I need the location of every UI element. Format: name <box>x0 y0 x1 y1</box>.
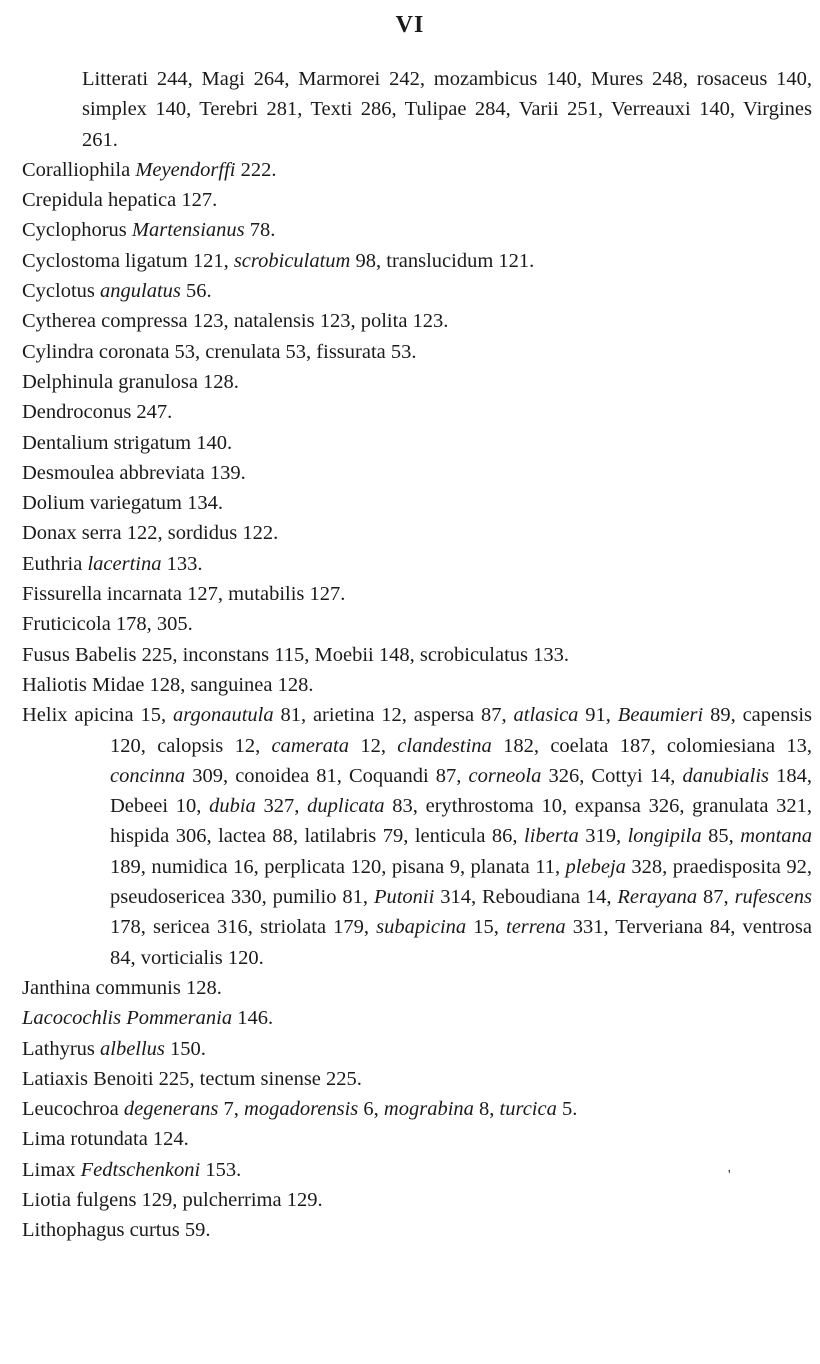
index-entry <box>22 215 812 245</box>
italic-taxon: danubialis <box>682 764 770 787</box>
italic-taxon: camerata <box>271 734 349 757</box>
italic-taxon: plebeja <box>565 855 626 878</box>
index-entry <box>22 1124 812 1154</box>
entry-text: Haliotis Midae 128, sanguinea 128. <box>22 673 314 696</box>
italic-taxon: Fedtschenkoni <box>80 1158 201 1181</box>
italic-taxon: rufescens <box>734 886 812 909</box>
entry-text: 184, Debeei 10, <box>110 764 813 818</box>
entry-text: 153. <box>200 1158 242 1181</box>
index-entry <box>22 1064 812 1094</box>
entry-text: Cytherea compressa 123, natalensis 123, polita 123. <box>22 310 449 333</box>
entry-text: 222. <box>235 158 277 181</box>
index-entry <box>22 579 812 609</box>
entry-text: Lithophagus curtus 59. <box>22 1219 211 1242</box>
entry-text: 12, <box>348 734 398 757</box>
entry-text: 87, <box>697 886 735 909</box>
italic-taxon: atlasica <box>513 704 579 727</box>
entry-text: Latiaxis Benoiti 225, tectum sinense 225. <box>22 1067 362 1090</box>
italic-taxon: terrena <box>506 916 566 939</box>
entry-text: 7, <box>218 1098 245 1121</box>
italic-taxon: Rerayana <box>617 886 698 909</box>
entry-text: 15, <box>466 916 507 939</box>
index-entry <box>22 246 812 276</box>
entry-text: Helix apicina 15, <box>22 704 173 727</box>
index-entry <box>22 276 812 306</box>
entry-text: 83, erythrostoma 10, expansa 326, granulata 321, hispida 306, lactea 88, latilabris 79, lenticula 86, <box>110 795 813 848</box>
entry-text: Leucochroa <box>22 1098 124 1121</box>
entry-text: 309, conoidea 81, Coquandi 87, <box>185 764 469 787</box>
italic-taxon: degenerans <box>123 1098 219 1121</box>
index-entry <box>22 973 812 1003</box>
entry-text: Delphinula granulosa 128. <box>22 370 239 393</box>
index-entry <box>22 1003 812 1033</box>
entry-text: 81, arietina 12, aspersa 87, <box>273 704 514 727</box>
italic-taxon: angulatus <box>100 280 181 303</box>
italic-taxon: Meyendorffi <box>135 158 236 181</box>
entry-text: Lathyrus <box>22 1037 100 1060</box>
entry-text: 8, <box>473 1098 500 1121</box>
entry-text: 146. <box>232 1007 274 1030</box>
italic-taxon: duplicata <box>307 795 385 818</box>
index-entry <box>22 306 812 336</box>
italic-taxon: Beaumieri <box>617 704 704 727</box>
entry-text: 5. <box>556 1098 578 1121</box>
entry-text: Cyclophorus <box>22 219 132 242</box>
entry-text: 314, Reboudiana 14, <box>434 886 618 909</box>
entry-text: Dendroconus 247. <box>22 401 173 424</box>
italic-taxon: Putonii <box>373 886 435 909</box>
entry-text: 319, <box>578 825 628 848</box>
index-entry <box>22 1215 812 1245</box>
entry-text: 178, sericea 316, striolata 179, <box>110 916 377 939</box>
entry-text: 331, Terveriana 84, ventrosa 84, vorticialis 120. <box>110 916 813 969</box>
index-entry <box>22 549 812 579</box>
entry-text: 56. <box>180 280 212 303</box>
entry-text: Litterati 244, Magi 264, Marmorei 242, mozambicus 140, Mures 248, rosaceus 140, simplex 140, Terebri 281, Texti 286, Tulipae 284, Varii 251, Verreauxi 140, Virgines 261. <box>82 68 812 151</box>
entry-text: Lima rotundata 124. <box>22 1128 189 1151</box>
italic-taxon: dubia <box>209 795 256 818</box>
entry-text: Fissurella incarnata 127, mutabilis 127. <box>22 583 346 606</box>
entry-text: 182, coelata 187, colomiesiana 13, <box>491 734 813 757</box>
index-entry <box>22 700 812 973</box>
index-entry <box>22 488 812 518</box>
entry-text: Dolium variegatum 134. <box>22 492 223 515</box>
italic-taxon: lacertina <box>87 552 162 575</box>
italic-taxon: mograbina <box>383 1098 474 1121</box>
index-entry <box>22 397 812 427</box>
index-entry <box>22 155 812 185</box>
italic-taxon: mogadorensis <box>244 1098 359 1121</box>
entry-text: 6, <box>358 1098 384 1121</box>
entry-text: 98, translucidum 121. <box>350 249 535 272</box>
italic-taxon: argonautula <box>172 704 274 727</box>
italic-taxon: montana <box>740 825 813 848</box>
entry-text: Cyclotus <box>22 280 101 303</box>
index-entry <box>22 1094 812 1124</box>
entry-text: 327, <box>255 795 308 818</box>
entry-text: Cyclostoma ligatum 121, <box>22 249 234 272</box>
italic-taxon: scrobiculatum <box>233 249 351 272</box>
index-entry <box>22 367 812 397</box>
index-entry <box>22 337 812 367</box>
index-entry <box>22 640 812 670</box>
italic-taxon: longipila <box>627 825 702 848</box>
entry-text: 150. <box>164 1037 206 1060</box>
index-entry <box>22 1034 812 1064</box>
index-entry <box>22 64 812 155</box>
index-list <box>22 64 812 1246</box>
italic-taxon: turcica <box>499 1098 557 1121</box>
entry-text: Euthria <box>22 552 88 575</box>
index-entry <box>22 1185 812 1215</box>
italic-taxon: albellus <box>100 1037 165 1060</box>
entry-text: Dentalium strigatum 140. <box>22 431 233 454</box>
italic-taxon: corneola <box>468 764 542 787</box>
page-number: VI <box>395 12 425 38</box>
entry-text: 326, Cottyi 14, <box>541 764 683 787</box>
entry-text: 91, <box>578 704 618 727</box>
entry-text: 133. <box>161 552 203 575</box>
italic-taxon: subapicina <box>376 916 467 939</box>
index-entry <box>22 428 812 458</box>
entry-text: Donax serra 122, sordidus 122. <box>22 522 279 545</box>
entry-text: Janthina communis 128. <box>22 976 222 999</box>
index-entry <box>22 670 812 700</box>
entry-text: 85, <box>701 825 741 848</box>
italic-taxon: concinna <box>110 764 186 787</box>
entry-text: Coralliophila <box>22 158 136 181</box>
entry-text: 328, praedisposita 92, pseudosericea 330, pumilio 81, <box>110 855 812 909</box>
index-entry <box>22 458 812 488</box>
index-entry <box>22 1155 812 1185</box>
entry-text: Liotia fulgens 129, pulcherrima 129. <box>22 1188 323 1211</box>
index-entry <box>22 185 812 215</box>
italic-taxon: Lacocochlis Pommerania <box>22 1007 233 1030</box>
entry-text: Limax <box>22 1158 81 1181</box>
italic-taxon: liberta <box>524 825 579 848</box>
entry-text: 78. <box>244 219 276 242</box>
entry-text: Desmoulea abbreviata 139. <box>22 461 246 484</box>
entry-text: Fruticicola 178, 305. <box>22 613 193 636</box>
entry-text: Crepidula hepatica 127. <box>22 189 218 212</box>
entry-text: 89, capensis 120, calopsis 12, <box>110 704 813 757</box>
stray-mark: ' <box>728 1168 731 1183</box>
entry-text: 189, numidica 16, perplicata 120, pisana 9, planata 11, <box>110 855 566 878</box>
index-entry <box>22 518 812 548</box>
italic-taxon: Martensianus <box>131 219 245 242</box>
entry-text: Cylindra coronata 53, crenulata 53, fissurata 53. <box>22 340 417 363</box>
entry-text: Fusus Babelis 225, inconstans 115, Moebii 148, scrobiculatus 133. <box>22 643 570 666</box>
italic-taxon: clandestina <box>397 734 492 757</box>
index-entry <box>22 609 812 639</box>
